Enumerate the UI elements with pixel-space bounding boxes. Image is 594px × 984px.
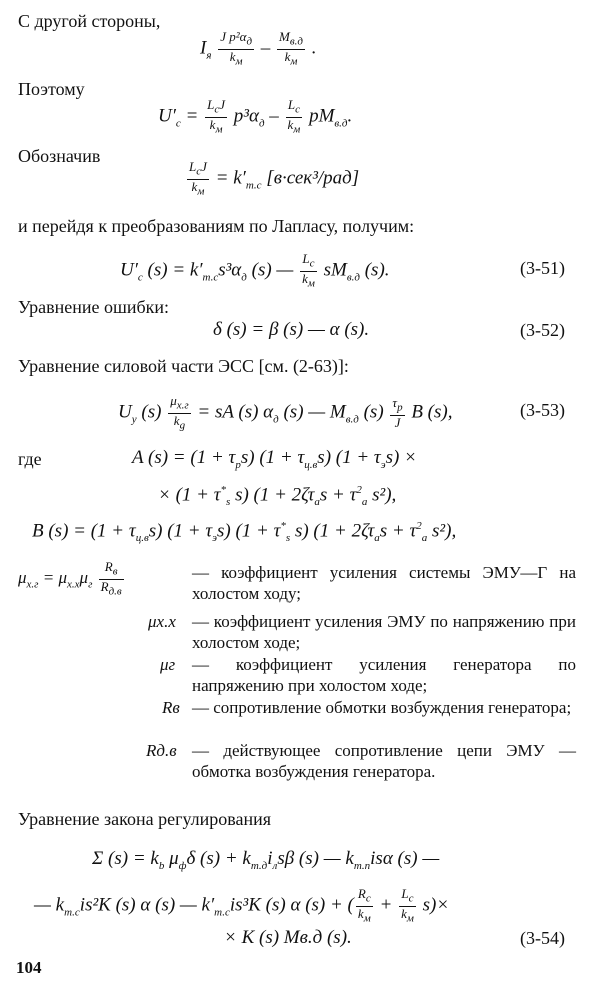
equation-kts: $\frac{L_cJ}{k_м}$ = $k'_{т.с}$ [в·сек³/рад] [189, 159, 360, 198]
definition-text: — коэффициент усиления генератора по напряжению при холостом ходе; [192, 655, 576, 695]
definition-text: — действующее сопротивление цепи ЭМУ — обмотка возбуждения генератора. [192, 741, 576, 781]
equation-B: B $(s) = (1 + \tau_{ц.в}s)$ $(1 + \tau_эs)$ ($1 + \tau^*_s$ s) ($1 + 2\zeta\tau_аs + \tau^2_а$ s²), [32, 520, 457, 545]
text-line: Уравнение закона регулирования [18, 809, 272, 829]
definition-text: — коэффициент усиления ЭМУ по напряжению при холостом ходе; [192, 612, 576, 652]
equation-A: A $(s) = (1 + \tau_рs)$ $(1 + \tau_{ц.в}s)$ $(1 + \tau_эs)$ × [132, 447, 417, 471]
text-line: где [18, 449, 42, 469]
equation-351: $U'_c$ $(s) = k'_{т.с}s^3\alpha_д$ (s) — $\frac{L_c}{k_м}$ $sM_{в.д}$ (s). [120, 251, 390, 290]
equation-uc: $U'_c$ = $\frac{L_cJ}{k_м}$ $p^3\alpha_д$ – $\frac{L_c}{k_м}$ $pM_{в.д}$. [158, 97, 353, 136]
text-line: С другой стороны, [18, 11, 161, 31]
page-number: 104 [16, 958, 42, 977]
text-line: Уравнение силовой части ЭСС [см. (2-63)]: [18, 356, 349, 376]
text-line: Поэтому [18, 79, 85, 99]
text-line: Уравнение ошибки: [18, 297, 170, 317]
equation-number: (3-54) [520, 928, 565, 948]
definition-symbol: μг [160, 655, 176, 674]
definition-symbol: Rв [162, 698, 180, 717]
text-line: Обозначив [18, 146, 101, 166]
definition-text: — коэффициент усиления системы ЭМУ—Г на холостом ходу; [192, 563, 576, 603]
equation-354-line3: × K (s) Mв.д (s). [224, 927, 352, 948]
equation-number: (3-52) [520, 320, 565, 340]
equation-354-line2: — $k_{т.с}is^2K$ (s) α (s) — $k'_{т.с}is^3K$ (s) α (s) + ( $\frac{R_c}{k_м}$ + $\frac{L_c}{k_м}$ s)× [34, 886, 450, 925]
definition-text: — сопротивление обмотки возбуждения генератора; [192, 698, 572, 717]
definition-symbol: $\mu_{х.г} = \mu_{х.х}\mu_г$ $\frac{R_в}{R_{д.в}}$ [18, 559, 122, 598]
text-line: и перейдя к преобразованиям по Лапласу, получим: [18, 216, 415, 236]
definition-symbol: μх.х [148, 612, 176, 631]
equation-352: δ (s) = β (s) — α (s). [213, 319, 370, 340]
equation-number: (3-51) [520, 258, 565, 278]
equation-current: $I_я$ $\frac{J p^2\alpha_д}{k_м}$ – $\frac{M_{в.д}}{k_м}$ . [200, 29, 317, 68]
equation-number: (3-53) [520, 400, 565, 420]
equation-A-cont: × ($1 + \tau^*_s$ s) ($1 + 2\zeta\tau_аs + \tau^2_а$ s²), [158, 484, 397, 509]
definition-symbol: Rд.в [146, 741, 177, 760]
equation-353: $U_у$ (s) $\frac{\mu_{х.г}}{k_g}$ = sA (s) $\alpha_д$ (s) — $M_{в.д}$ (s) $\frac{\tau_р}{J}$ B (s), [118, 393, 453, 432]
equation-354-line1: Σ $(s) = k_b$ $\mu_ф\delta$ $(s) + k_{т.д}i_лs\beta$ (s) — $k_{т.п}is\alpha$ (s) — [92, 848, 440, 872]
